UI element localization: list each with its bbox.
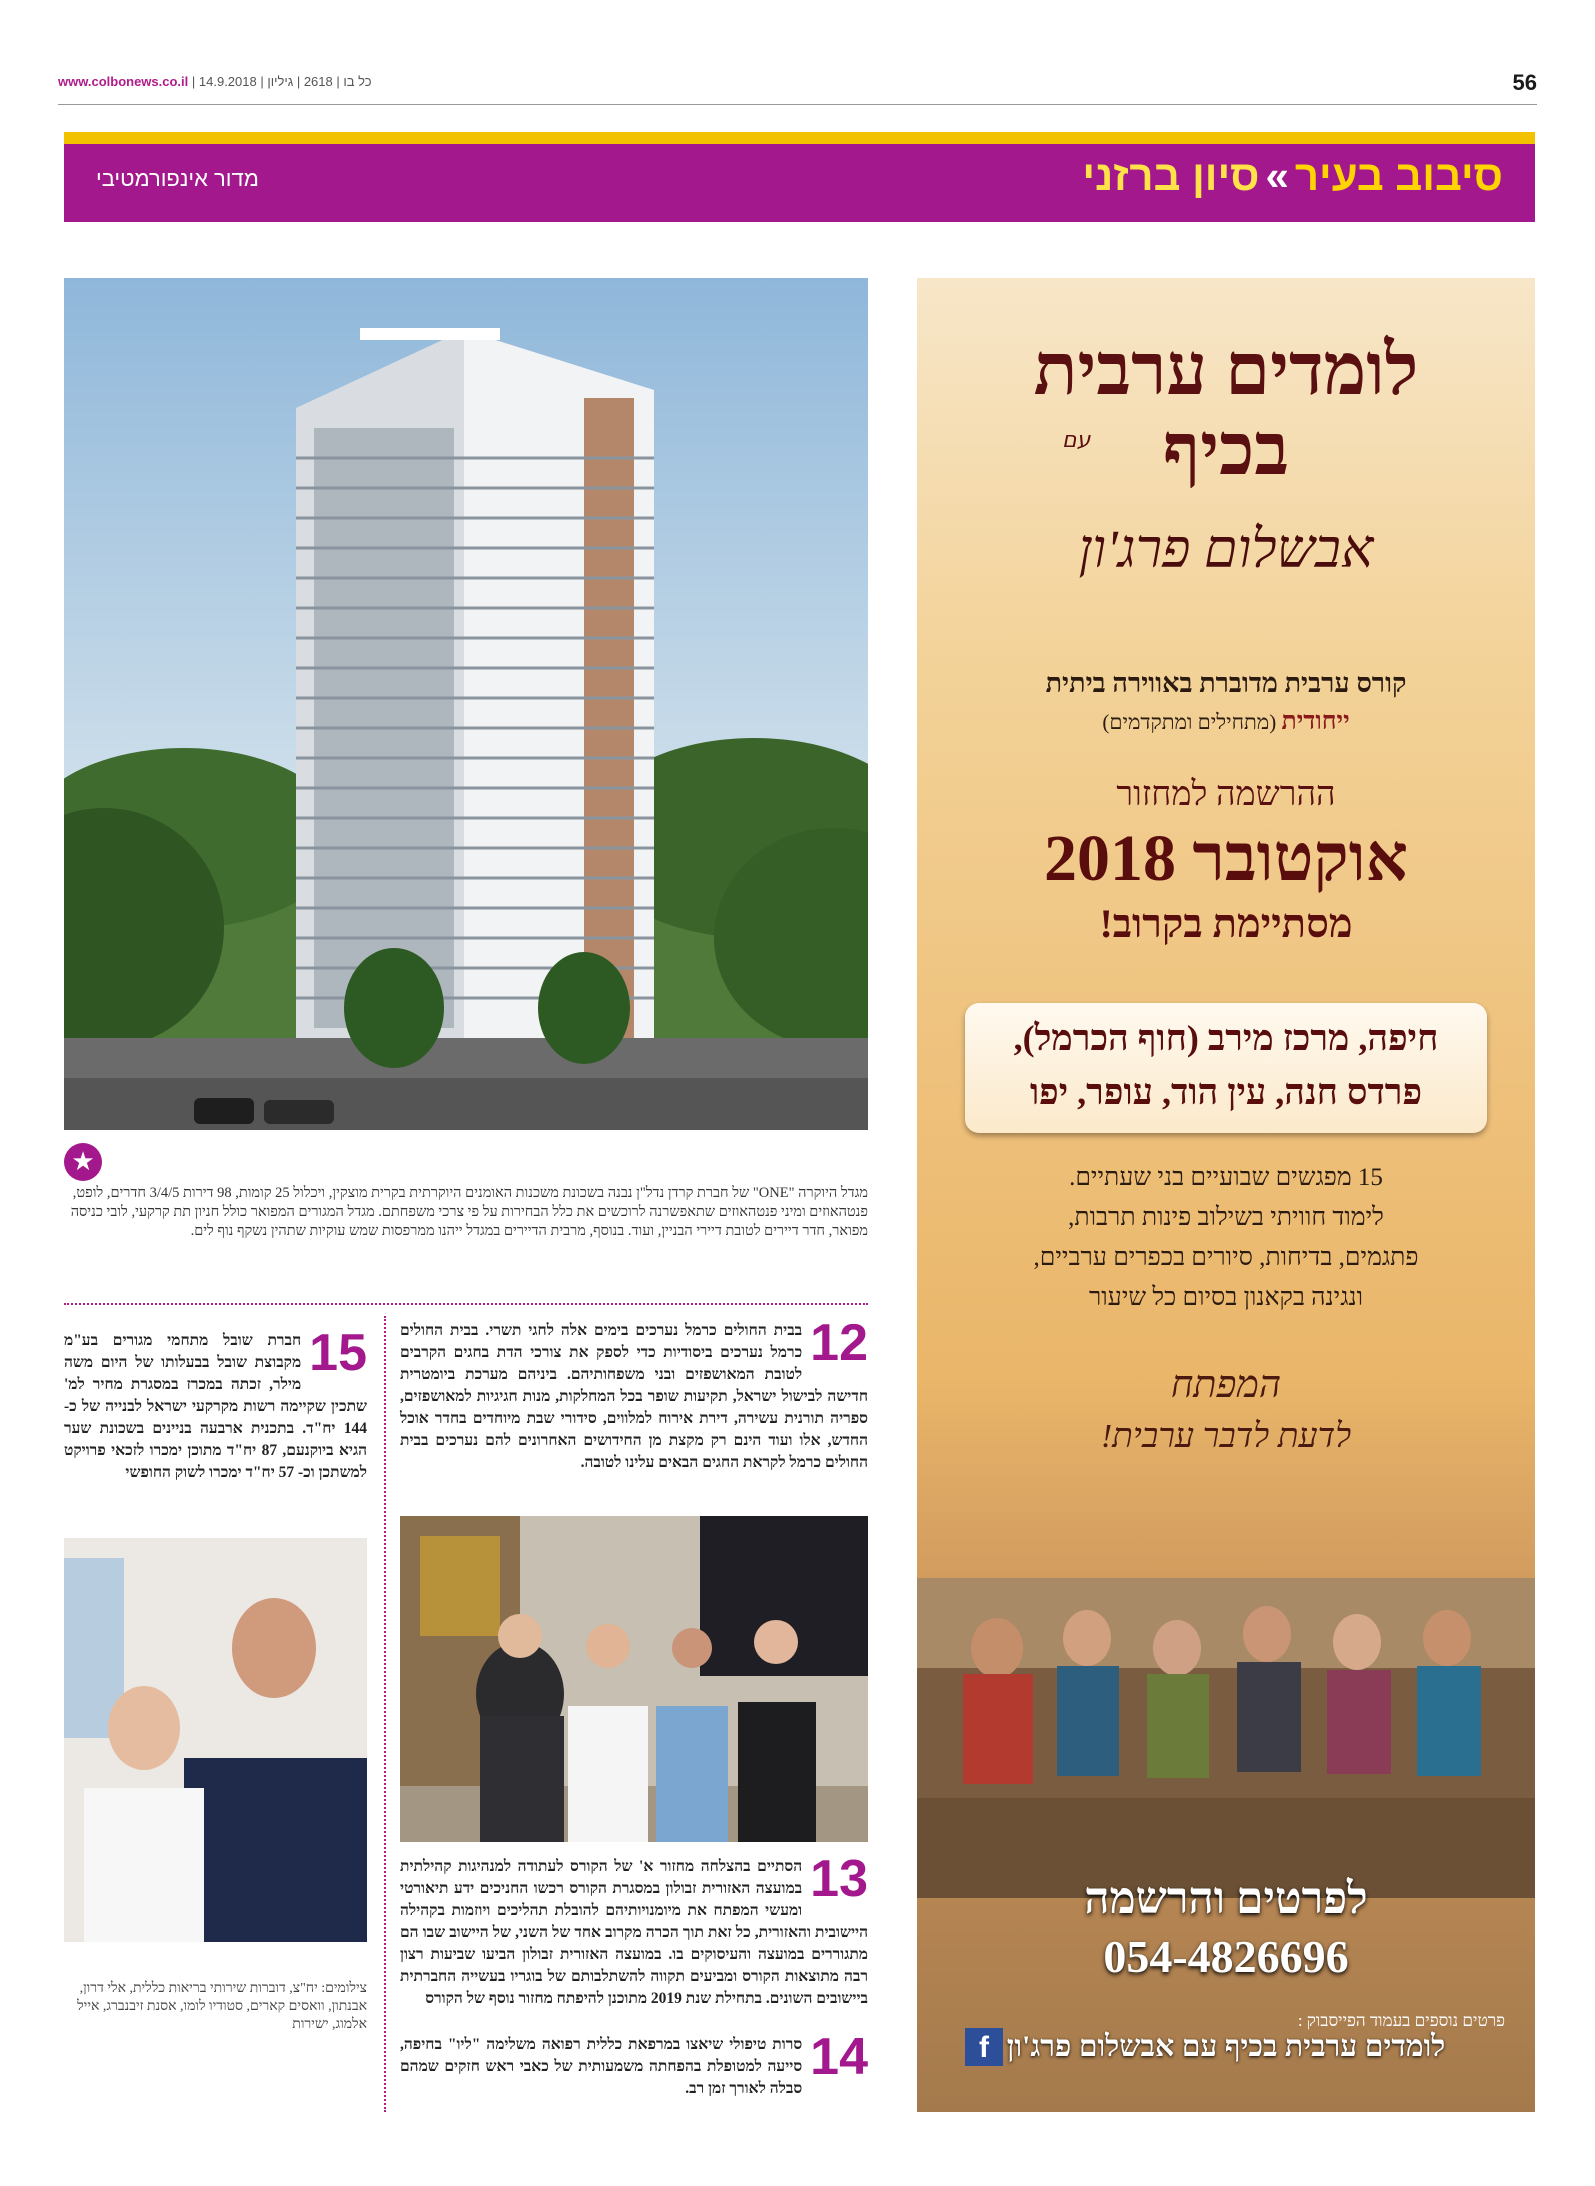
ad-locations-2: פרדס חנה, עין הוד, עופר, יפו xyxy=(1029,1072,1423,1112)
item-number: 12 xyxy=(810,1314,868,1372)
ad-desc-1: 15 מפגשים שבועיים בני שעתיים. xyxy=(1069,1164,1383,1191)
header-rule xyxy=(58,104,1537,105)
ad-registration: ההרשמה למחזור xyxy=(1116,776,1336,813)
news-item-13 xyxy=(400,1850,868,2010)
arabic-course-ad xyxy=(917,278,1535,2112)
site-url[interactable]: www.colbonews.co.il xyxy=(58,74,189,89)
issue-info: | כל בו | 2618 | גיליון | 14.9.2018 xyxy=(191,74,372,89)
section-title xyxy=(1082,152,1503,200)
ad-facebook-page[interactable]: לומדים ערבית בכיף עם אבשלום פרג'ון xyxy=(1006,2030,1446,2063)
ad-desc-2: לימוד חוויתי בשילוב פינות תרבות, xyxy=(1068,1204,1384,1231)
ad-teacher-name: אבשלום פרג'ון xyxy=(1078,519,1374,579)
ad-students-photo xyxy=(917,1578,1535,1898)
group-photo xyxy=(400,1516,868,1842)
ad-course-levels-line xyxy=(917,708,1535,736)
facebook-icon[interactable]: f xyxy=(965,2028,1003,2066)
item-number: 14 xyxy=(810,2028,868,2086)
ad-headline-1: לומדים ערבית xyxy=(1033,330,1419,410)
section-bar-accent xyxy=(64,132,1535,144)
ad-facebook-note: פרטים נוספים בעמוד הפייסבוק : xyxy=(1297,2011,1505,2030)
item-text: חברת שובל מתחמי מגורים בע"מ מקבוצת שובל בבעלותו של היום משה מילר, זכתה במכרז במסגרת מחיר למ' שתכין שקיימה רשות מקרקעי ישראל לבנייה של כ- 144 יח"ד. בתכנית ארבעה בניינים בשכונת שער הגיא ביוקנעם, 87 יח"ד מתוכן ימכרו לזכאי פרויקט למשתכן וכ- 57 יח"ד ימכרו לשוק החופשי xyxy=(64,1332,367,1481)
double-chevron-icon: » xyxy=(1265,152,1289,199)
section-name: סיבוב בעיר xyxy=(1294,152,1503,199)
ad-headline-2: בכיף xyxy=(1162,410,1290,490)
ad-month: אוקטובר 2018 xyxy=(1043,822,1409,895)
tower-caption: מגדל היוקרה "ONE" של חברת קרדן נדל"ן נבנה בשכונת משכנות האומנים היוקרתית בקרית מוצקין, ויכלול 25 קומות, 98 דירות 3/4/5 חדרים, לופט, פנטהאוזים ומיני פנטהאוזים שתאפשרנה לרוכשים את כלל הבחירות על פי צרכי משפחתם. מגדל המגורים המפואר כולל חניון תת קרקעי, לובי כניסה מפואר, חדר דיירים לטובת דיירי הבניין, ועוד. בנוסף, מרבית הדיירים במגדל ייהנו ממרפסות שמש עוקיות שתהין נשקף נוף לים. xyxy=(70,1185,868,1239)
tower-photo xyxy=(64,278,868,1130)
star-icon: ★ xyxy=(64,1143,102,1181)
ad-slogan-2: לדעת לדבר ערבית! xyxy=(1100,1418,1352,1455)
ad-desc-3: פתגמים, בדיחות, סיורים בכפרים ערביים, xyxy=(1033,1244,1419,1271)
item-text: בבית החולים כרמל נערכים בימים אלה לחגי תשרי. בבית החולים כרמל נערכים ביסודיות כדי לספק את צורכי הדת בחגים הקרבים לטובת המאושפזים ובני משפחותיהם. ביניהם מערכת ביומטרית חדישה לבישול ישראל, תקיעות שופר בכל המחלקות, מנות חגיגיות למאושפזים, ספריה תורנית עשירה, דירת אירוח למלווים, סידורי שבת מיוחדים בחדר אוכל החדש, אלו ועוד הינם רק מקצת מן החידושים האחרונים להם נערכים בבית החולים כרמל לקראת החגים הבאים עלינו לטובה. xyxy=(400,1322,868,1471)
ad-desc-4: ונגינה בקאנון בסיום כל שיעור xyxy=(1089,1284,1363,1311)
section-author: סיון ברזני xyxy=(1082,152,1260,199)
ad-with: עם xyxy=(1062,428,1091,453)
item-text: סרות טיפולי שיאצו במרפאת כללית רפואה משלימה "ליו" בחיפה, סייעה למטופלת בהפחתה משמעותית של כאבי ראש חזקים שמהם סבלה לאורך זמן רב. xyxy=(400,2036,803,2097)
news-item-14 xyxy=(400,2028,868,2100)
item-number: 15 xyxy=(309,1324,367,1382)
ad-locations-box xyxy=(965,1003,1487,1133)
ad-locations-1: חיפה, מרכז מירב (חוף הכרמל), xyxy=(1013,1018,1439,1058)
section-subtitle: מדור אינפורמטיבי xyxy=(96,166,259,191)
divider-horizontal xyxy=(64,1303,868,1305)
item-text: הסתיים בהצלחה מחזור א' של הקורס לעתודה למנהיגות קהילתית במועצה האזורית זבולון במסגרת הקורס רכשו החניכים ידע תיאורטי ומעשי המפתח את מיומנויותיהם להובלת תהליכים ויוזמות בקהילה היישובית והאזורית, כל זאת תוך הכרה מקרוב אחד של השני, של היישוב שבו הם מתגוררים במועצה והעיסוקים בו. במועצה האזורית זבולון הביעו שביעות רצון רבה מתוצאות הקורס ומביעים תקווה להשתלבותם של בוגריו בעשייה החברתית ביישובים השונים. בתחילת שנת 2019 מתוכנן להיפתח מחזור נוסף של הקורס xyxy=(400,1858,868,2007)
masthead-line xyxy=(58,74,372,89)
ad-course-line: קורס ערבית מדוברת באווירה ביתית xyxy=(1045,668,1407,698)
ad-closing: מסתיימת בקרוב! xyxy=(1099,901,1353,946)
item-number: 13 xyxy=(810,1850,868,1908)
news-item-12 xyxy=(400,1314,868,1474)
ad-slogan-1: המפתח xyxy=(1170,1364,1282,1406)
photo-credits: צילומים: יח"צ, דוברות שירותי בריאות כללית, אלי דרון, אבנתון, וואסים קארים, סטודיו לומו, אסנת זיבנברג, אייל אלמוג, ישירות xyxy=(77,1981,367,2032)
page-number: 56 xyxy=(1512,70,1537,95)
divider-vertical xyxy=(384,1316,386,2112)
ad-course-levels: (מתחילים ומתקדמים) xyxy=(1102,710,1277,734)
ad-course-special: ייחודית xyxy=(1281,708,1350,735)
ad-phone[interactable]: 054-4826696 xyxy=(1103,1931,1349,1982)
portrait-photo xyxy=(64,1538,367,1942)
ad-contact-label: לפרטים והרשמה xyxy=(1084,1874,1368,1923)
news-item-15 xyxy=(64,1324,367,1484)
